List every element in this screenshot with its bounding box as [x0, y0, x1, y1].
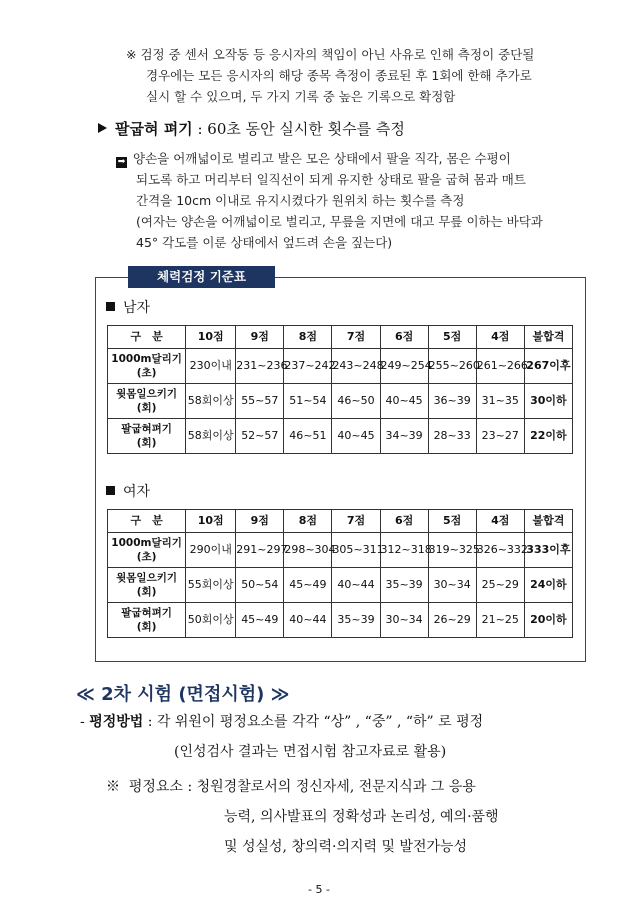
item-label-line: 팔굽혀펴기: [121, 607, 172, 619]
score-cell: 55~57: [236, 384, 284, 419]
header-cell: 9점: [236, 510, 284, 533]
male-standards-table: [107, 325, 573, 454]
score-cell: 23~27: [476, 419, 524, 454]
evaluation-elements: [106, 772, 499, 862]
pushup-desc-line-4: (여자는 양손을 어깨넓이로 벌리고, 무릎을 지면에 대고 무릎 이하는 바닥과: [136, 214, 543, 229]
header-cell: 7점: [332, 510, 380, 533]
pushup-heading: [98, 118, 405, 139]
header-cell: 9점: [236, 326, 284, 349]
female-section-label: 여자: [106, 481, 150, 501]
score-cell: 58회이상: [186, 419, 236, 454]
measurement-note: [126, 44, 596, 107]
square-bullet-icon: [106, 486, 115, 495]
score-cell: 45~49: [236, 603, 284, 638]
elements-line-2: 능력, 의사발표의 정확성과 논리성, 예의·품행: [224, 809, 499, 825]
fail-cell: 20이하: [524, 603, 572, 638]
score-cell: 261~266: [476, 349, 524, 384]
score-cell: 230이내: [186, 349, 236, 384]
score-cell: 52~57: [236, 419, 284, 454]
elements-mark: ※: [106, 779, 120, 795]
pushup-desc-line-2: 되도록 하고 머리부터 일직선이 되게 유지한 상태로 팔을 굽혀 몸과 매트: [136, 172, 526, 187]
score-cell: 326~332: [476, 533, 524, 568]
score-cell: 291~297: [236, 533, 284, 568]
score-cell: 243~248: [332, 349, 380, 384]
table-row: [108, 533, 573, 568]
header-cell: 구 분: [108, 326, 186, 349]
score-cell: 31~35: [476, 384, 524, 419]
evaluation-method-sub: (인성검사 결과는 면접시험 참고자료로 활용): [174, 744, 447, 760]
score-cell: 40~45: [380, 384, 428, 419]
note-line-1: 검정 중 센서 오작동 등 응시자의 책임이 아닌 사유로 인해 측정이 중단될: [140, 47, 535, 62]
table-header-row: [108, 510, 573, 533]
evaluation-method: - 평정방법 : 각 위원이 평정요소를 각각 “상” , “중” , “하” 로 평정: [80, 714, 484, 730]
pushup-desc-line-5: 45° 각도를 이룬 상태에서 엎드려 손을 짚는다): [136, 235, 393, 250]
score-cell: 50회이상: [186, 603, 236, 638]
score-cell: 40~45: [332, 419, 380, 454]
header-cell: 불합격: [524, 510, 572, 533]
elements-line-1: 평정요소 : 청원경찰로서의 정신자세, 전문지식과 그 응용: [128, 779, 476, 795]
score-cell: 35~39: [380, 568, 428, 603]
note-mark: ※: [126, 47, 137, 62]
male-section-label: 남자: [106, 297, 150, 317]
female-standards-table: [107, 509, 573, 638]
score-cell: 46~51: [284, 419, 332, 454]
pushup-sep: :: [192, 120, 208, 138]
score-cell: 249~254: [380, 349, 428, 384]
score-cell: 30~34: [428, 568, 476, 603]
score-cell: 21~25: [476, 603, 524, 638]
header-cell: 4점: [476, 326, 524, 349]
header-cell: 6점: [380, 326, 428, 349]
fail-cell: 30이하: [524, 384, 572, 419]
item-label-line: 1000m달리기: [111, 353, 182, 365]
fail-cell: 22이하: [524, 419, 572, 454]
fail-cell: 267이후: [524, 349, 572, 384]
header-cell: 8점: [284, 510, 332, 533]
triangle-bullet-icon: [98, 123, 107, 133]
item-label-line: (회): [136, 402, 157, 414]
item-label-cell: [108, 349, 186, 384]
score-cell: 298~304: [284, 533, 332, 568]
score-cell: 237~242: [284, 349, 332, 384]
score-cell: 40~44: [284, 603, 332, 638]
item-label-line: 윗몸일으키기: [116, 572, 177, 584]
header-cell: 5점: [428, 326, 476, 349]
header-cell: 불합격: [524, 326, 572, 349]
score-cell: 35~39: [332, 603, 380, 638]
score-cell: 30~34: [380, 603, 428, 638]
item-label-line: 팔굽혀펴기: [121, 423, 172, 435]
table-row: [108, 349, 573, 384]
standards-badge: 체력검정 기준표: [128, 266, 275, 288]
pushup-desc-line-1: 양손을 어깨넓이로 벌리고 발은 모은 상태에서 팔을 직각, 몸은 수평이: [133, 151, 511, 166]
pushup-desc: 60초 동안 실시한 횟수를 측정: [207, 120, 405, 138]
pushup-title: 팔굽혀 펴기: [115, 120, 193, 138]
item-label-cell: [108, 568, 186, 603]
item-label-line: 1000m달리기: [111, 537, 182, 549]
pushup-desc-line-3: 간격을 10cm 이내로 유지시켰다가 원위치 하는 횟수를 측정: [136, 193, 465, 208]
item-label-line: (초): [136, 367, 157, 379]
score-cell: 25~29: [476, 568, 524, 603]
note-line-2: 경우에는 모든 응시자의 해당 종목 측정이 종료된 후 1회에 한해 추가로: [146, 68, 532, 83]
score-cell: 40~44: [332, 568, 380, 603]
item-label-cell: [108, 603, 186, 638]
item-label-line: (회): [136, 621, 157, 633]
score-cell: 255~260: [428, 349, 476, 384]
header-cell: 4점: [476, 510, 524, 533]
table-row: [108, 384, 573, 419]
score-cell: 290이내: [186, 533, 236, 568]
header-cell: 10점: [186, 326, 236, 349]
score-cell: 305~311: [332, 533, 380, 568]
item-label-cell: [108, 419, 186, 454]
item-label-line: 윗몸일으키기: [116, 388, 177, 400]
note-line-3: 실시 할 수 있으며, 두 가지 기록 중 높은 기록으로 확정함: [146, 89, 456, 104]
score-cell: 34~39: [380, 419, 428, 454]
score-cell: 28~33: [428, 419, 476, 454]
fail-cell: 333이후: [524, 533, 572, 568]
arrow-box-icon: ➡: [117, 157, 126, 167]
score-cell: 46~50: [332, 384, 380, 419]
header-cell: 6점: [380, 510, 428, 533]
elements-line-3: 및 성실성, 창의력·의지력 및 발전가능성: [224, 839, 468, 855]
score-cell: 51~54: [284, 384, 332, 419]
item-label-line: (회): [136, 586, 157, 598]
header-cell: 7점: [332, 326, 380, 349]
score-cell: 231~236: [236, 349, 284, 384]
header-cell: 8점: [284, 326, 332, 349]
square-bullet-icon: [106, 302, 115, 311]
score-cell: 36~39: [428, 384, 476, 419]
second-exam-heading: ≪ 2차 시험 (면접시험) ≫: [76, 684, 290, 705]
score-cell: 55회이상: [186, 568, 236, 603]
header-cell: 구 분: [108, 510, 186, 533]
score-cell: 26~29: [428, 603, 476, 638]
table-row: [108, 419, 573, 454]
item-label-cell: [108, 533, 186, 568]
evaluation-method-label: 평정방법: [89, 714, 144, 730]
item-label-line: (초): [136, 551, 157, 563]
pushup-description: [116, 148, 591, 253]
score-cell: 58회이상: [186, 384, 236, 419]
header-cell: 10점: [186, 510, 236, 533]
score-cell: 312~318: [380, 533, 428, 568]
score-cell: 45~49: [284, 568, 332, 603]
table-row: [108, 603, 573, 638]
table-header-row: [108, 326, 573, 349]
table-row: [108, 568, 573, 603]
fail-cell: 24이하: [524, 568, 572, 603]
score-cell: 319~325: [428, 533, 476, 568]
header-cell: 5점: [428, 510, 476, 533]
item-label-cell: [108, 384, 186, 419]
page-number: - 5 -: [308, 883, 330, 896]
evaluation-method-text: : 각 위원이 평정요소를 각각 “상” , “중” , “하” 로 평정: [143, 714, 484, 730]
score-cell: 50~54: [236, 568, 284, 603]
item-label-line: (회): [136, 437, 157, 449]
